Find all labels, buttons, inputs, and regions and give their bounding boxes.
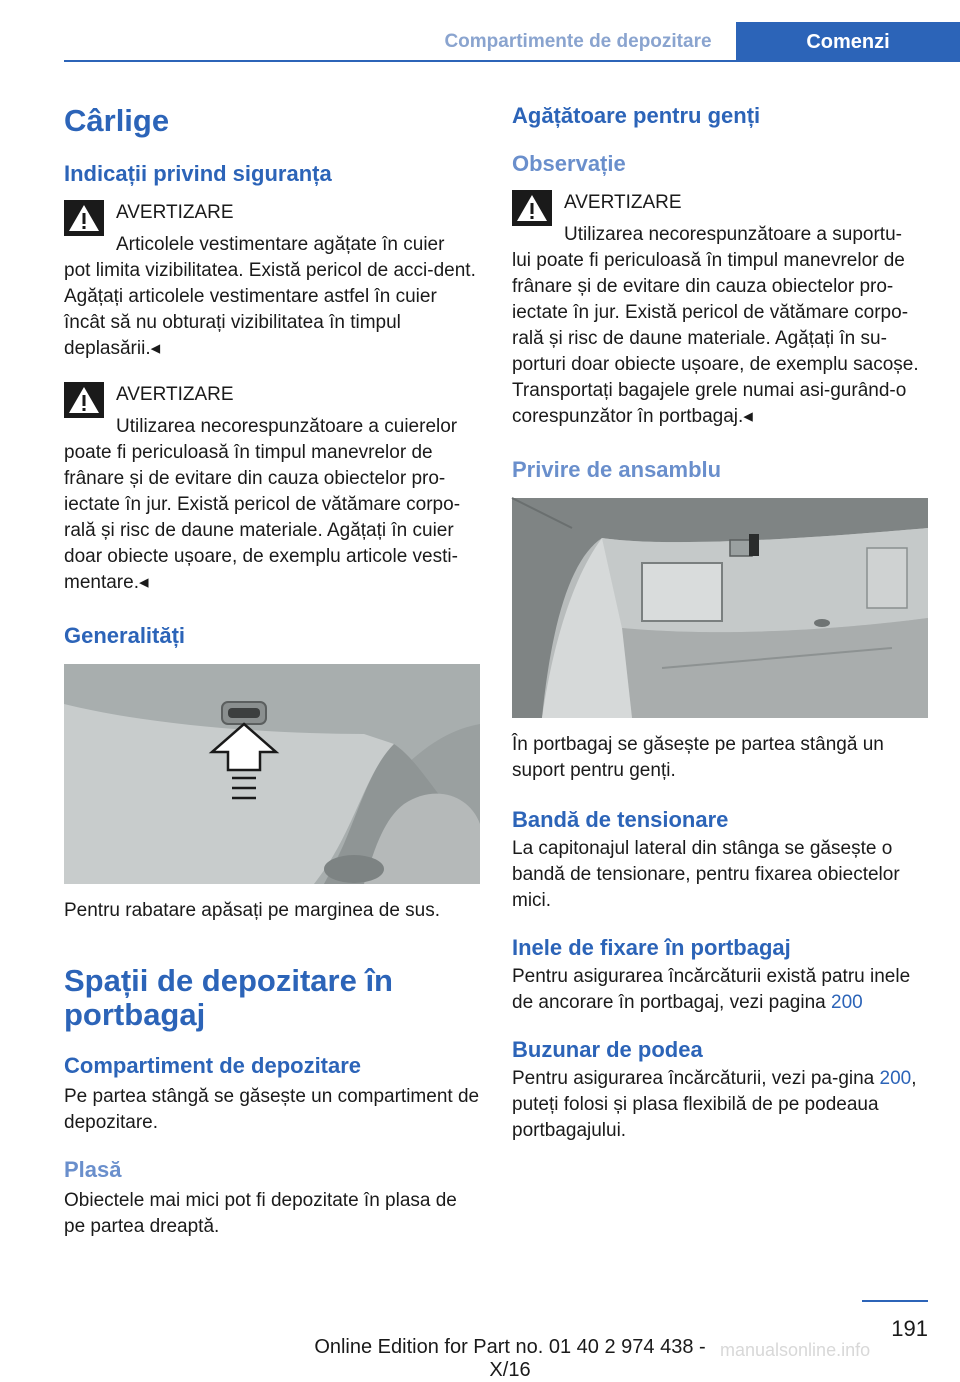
warning-icon [64,382,104,418]
floor-text-tail: , puteți folosi și plasa flexibilă de pe podeaua portbagajului. [512,1068,917,1141]
floor-page-link[interactable]: 200 [879,1068,912,1089]
trunk-illustration [512,498,928,718]
strap-heading: Bandă de tensionare [512,807,729,832]
overview-heading: Privire de ansamblu [512,457,722,482]
compartment-text: Pe partea stângă se găsește un compartiment de depozitare. [64,1086,480,1133]
section-title: Compartimente de depozitare [444,31,712,52]
coat-hook-photo [64,664,480,884]
warning-first-line: Articolele vestimentare agățate în cuier [116,234,445,255]
warning-text [64,232,480,362]
storage-title: Spații de depozitare în portbagaj [64,963,393,1032]
note-heading: Observație [512,151,626,176]
chapter-tab: Comenzi [736,22,960,62]
watermark: manualsonline.info [720,1340,871,1360]
rings-text-body: Pentru asigurarea încărcăturii există patru inele de ancorare în portbagaj, vezi pagina [512,966,911,1013]
coat-hook-illustration [64,664,480,884]
warning-block-1 [64,200,480,362]
general-heading: Generalități [64,623,186,648]
hooks-title: Cârlige [64,103,170,138]
page-header [0,0,960,62]
trunk-photo [512,498,928,718]
warning-icon [512,190,552,226]
rings-heading: Inele de fixare în portbagaj [512,935,791,960]
header-rule [64,60,736,62]
warning-icon [64,200,104,236]
floor-text-body: Pentru asigurarea încărcăturii, vezi pa-gina [512,1068,880,1089]
left-column [64,96,480,1240]
overview-text: În portbagaj se găsește pe partea stângă un suport pentru genți. [512,734,884,781]
compartment-heading: Compartiment de depozitare [64,1053,362,1078]
coat-hook-caption: Pentru rabatare apăsați pe marginea de sus. [64,900,441,921]
warning-text [64,414,480,596]
edition-note: Online Edition for Part no. 01 40 2 974 438 - X/16 [314,1336,706,1381]
warning-block-3 [512,190,928,430]
warning-first-line: Utilizarea necorespunzătoare a suportu- [564,224,902,245]
warning-rest: poate fi periculoasă în timpul manevrelor de frânare și de evitare din cauza obiectelor pro-iectate în jur. Există pericol de vătămare corpo-rală și risc de daune materiale. Agățați în cuier doar obiecte ușoare, de exemplu articole vesti-mentare.◂ [64,442,461,593]
warning-block-2 [64,382,480,596]
strap-text: La capitonajul lateral din stânga se găsește o bandă de tensionare, pentru fixarea obiectelor mici. [512,838,900,911]
rings-text [512,964,928,1016]
warning-rest: pot limita vizibilitatea. Există pericol de acci-dent. Agățați articolele vestimentare astfel în cuier încât să nu obturați vizibilitatea în timpul deplasării.◂ [64,260,476,359]
net-text: Obiectele mai mici pot fi depozitate în plasa de pe partea dreaptă. [64,1190,457,1237]
footer-rule [862,1300,928,1302]
warning-text [512,222,928,430]
warning-label: AVERTIZARE [564,192,682,213]
floor-heading: Buzunar de podea [512,1037,703,1062]
page-number: 191 [891,1316,928,1341]
safety-heading: Indicații privind siguranța [64,161,332,186]
bag-hook-heading: Agățătoare pentru genți [512,103,761,128]
warning-label: AVERTIZARE [116,384,234,405]
right-column [512,96,928,1144]
net-heading: Plasă [64,1157,122,1182]
warning-rest: lui poate fi periculoasă în timpul manevrelor de frânare și de evitare din cauza obiectelor pro-iectate în jur. Există pericol de vătămare corpo-rală și risc de daune materiale. Agățați în su-porturi doar obiecte ușoare, de exemplu sacoșe. Transportați bagajele grele numai asi-gurând-o corespunzător în portbagaj.◂ [512,250,919,427]
warning-first-line: Utilizarea necorespunzătoare a cuierelor [116,416,458,437]
rings-page-link[interactable]: 200 [831,992,863,1013]
floor-text [512,1066,928,1144]
warning-label: AVERTIZARE [116,202,234,223]
